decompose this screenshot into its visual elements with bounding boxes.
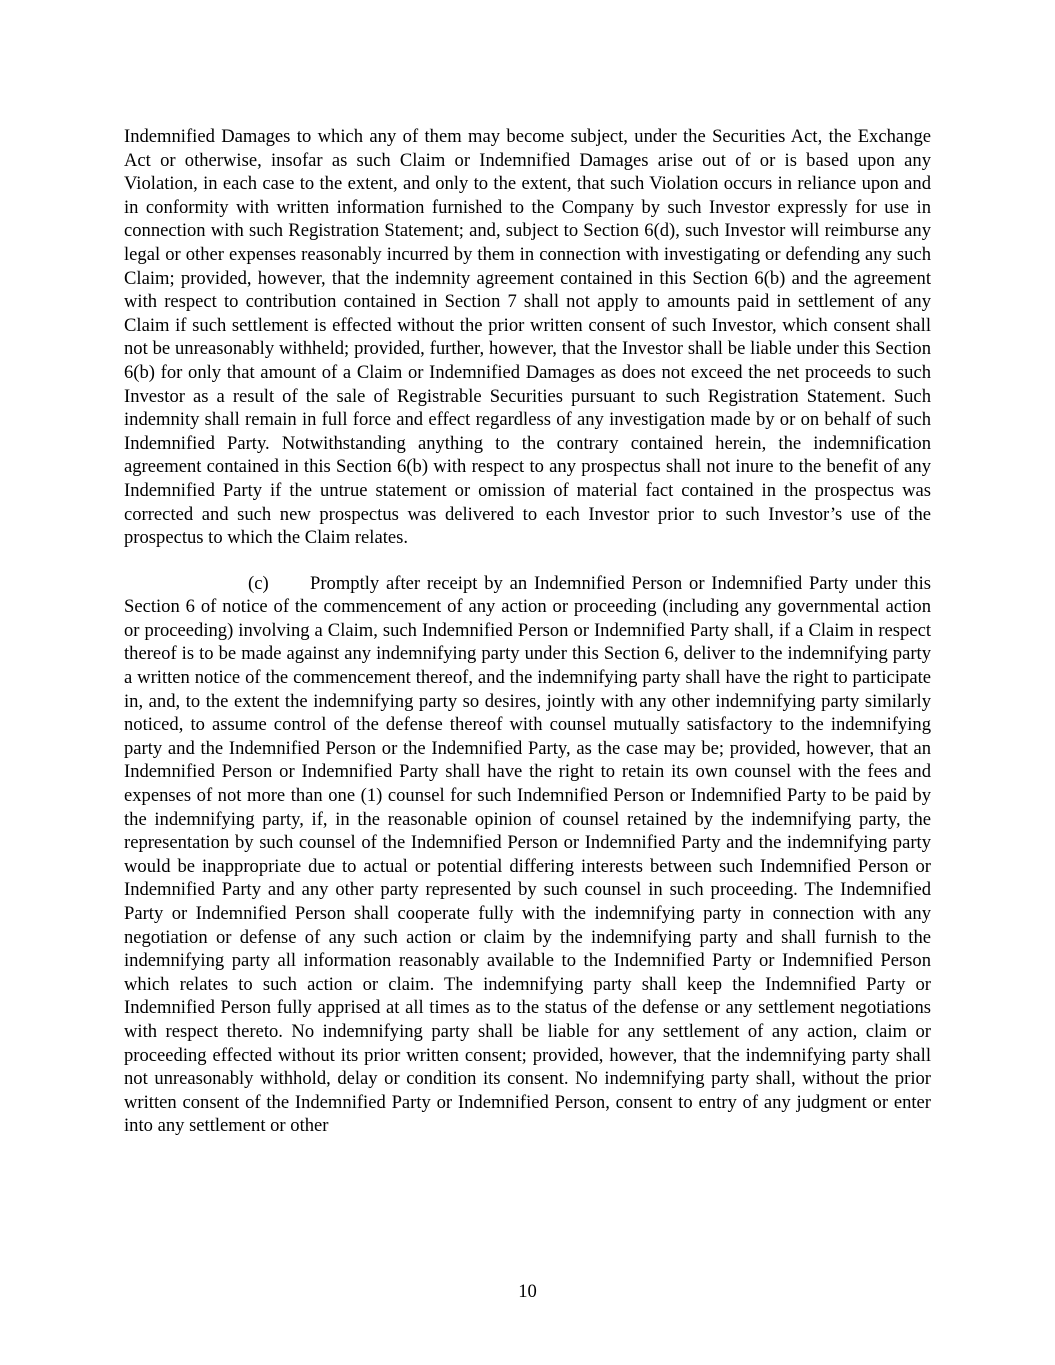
clause-c-text: Promptly after receipt by an Indemnified Person or Indemnified Party under this Section 6 of notice of the commencement of any action or proceeding (including any governmental action or proceeding) involving a Claim, such Indemnified Person or Indemnified Party shall, if a Claim in respect thereof is to be made against any indemnifying party under this Section 6, deliver to the indemnifying party a written notice of the commencement thereof, and the indemnifying party shall have the right to participate in, and, to the extent the indemnifying party so desires, jointly with any other indemnifying party similarly noticed, to assume control of the defense thereof with counsel mutually satisfactory to the indemnifying party and the Indemnified Person or the Indemnified Party, as the case may be; provided, however, that an Indemnified Person or Indemnified Party shall have the right to retain its own counsel with the fees and expenses of not more than one (1) counsel for such Indemnified Person or Indemnified Party to be paid by the indemnifying party, if, in the reasonable opinion of counsel retained by the indemnifying party, the representation by such counsel of the Indemnified Person or Indemnified Party and the indemnifying party would be inappropriate due to actual or potential differing interests between such Indemnified Person or Indemnified Party and any other party represented by such counsel in such proceeding. The Indemnified Party or Indemnified Person shall cooperate fully with the indemnifying party in connection with any negotiation or defense of any such action or claim by the indemnifying party and shall furnish to the indemnifying party all information reasonably available to the Indemnified Party or Indemnified Person which relates to such action or claim. The indemnifying party shall keep the Indemnified Party or Indemnified Person fully apprised at all times as to the status of the defense or any settlement negotiations with respect thereto. No indemnifying party shall be liable for any settlement of any action, claim or proceeding effected without its prior written consent; provided, however, that the indemnifying party shall not unreasonably withhold, delay or condition its consent. No indemnifying party shall, without the prior written consent of the Indemnified Party or Indemnified Person, consent to entry of any judgment or enter into any settlement or other: [124, 572, 931, 1137]
clause-label-c: (c): [248, 572, 269, 594]
paragraph-indemnified-damages: Indemnified Damages to which any of them may become subject, under the Securities Act, the Exchange Act or otherwise, insofar as such Claim or Indemnified Damages arise out of or is based upon any Violation, in each case to the extent, and only to the extent, that such Violation occurs in reliance upon and in conformity with written information furnished to the Company by such Investor expressly for use in connection with such Registration Statement; and, subject to Section 6(d), such Investor will reimburse any legal or other expenses reasonably incurred by them in connection with investigating or defending any such Claim; provided, however, that the indemnity agreement contained in this Section 6(b) and the agreement with respect to contribution contained in Section 7 shall not apply to amounts paid in settlement of any Claim if such settlement is effected without the prior written consent of such Investor, which consent shall not be unreasonably withheld; provided, further, however, that the Investor shall be liable under this Section 6(b) for only that amount of a Claim or Indemnified Damages as does not exceed the net proceeds to such Investor as a result of the sale of Registrable Securities pursuant to such Registration Statement. Such indemnity shall remain in full force and effect regardless of any investigation made by or on behalf of such Indemnified Party. Notwithstanding anything to the contrary contained herein, the indemnification agreement contained in this Section 6(b) with respect to any prospectus shall not inure to the benefit of any Indemnified Party if the untrue statement or omission of material fact contained in the prospectus was corrected and such new prospectus was delivered to each Investor prior to such Investor’s use of the prospectus to which the Claim relates.: [124, 126, 931, 549]
page-number: 10: [518, 1281, 537, 1302]
document-body: [124, 125, 931, 1138]
paragraph-section-6c: [124, 572, 931, 1138]
